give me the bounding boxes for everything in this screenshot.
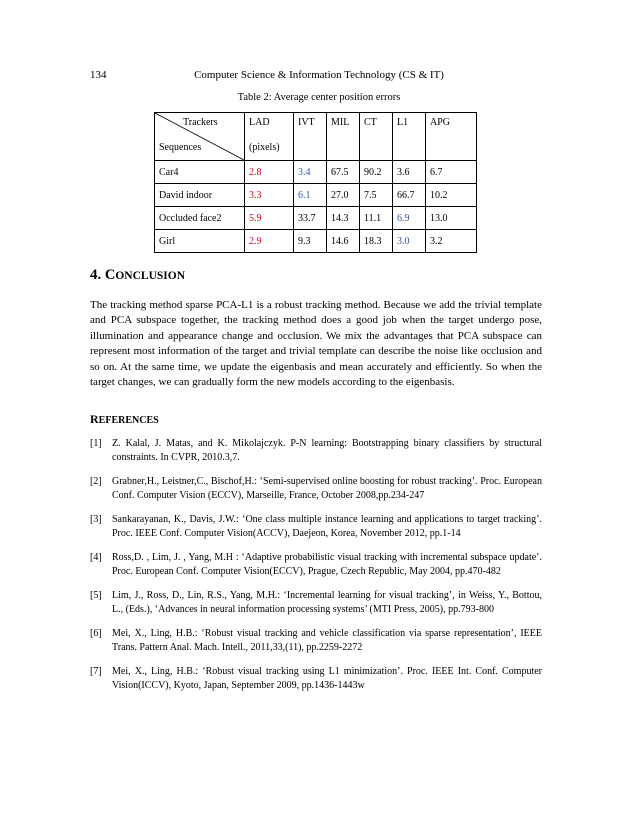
reference-tag: [6] — [90, 628, 102, 639]
value-cell: 2.9 — [245, 230, 294, 253]
value-cell: 10.2 — [426, 184, 477, 207]
column-header-label: LAD — [249, 117, 270, 128]
table-header-row — [155, 113, 477, 161]
value-cell: 27.0 — [327, 184, 360, 207]
column-header-label: MIL — [331, 117, 350, 128]
value-cell: 7.5 — [360, 184, 393, 207]
reference-tag: [2] — [90, 476, 102, 487]
value-cell: 14.6 — [327, 230, 360, 253]
reference-item — [90, 551, 542, 579]
reference-text: Z. Kalal, J. Matas, and K. Mikolajczyk. P-N learning: Bootstrapping binary classifiers by structural constraints. In CVPR, 2010.3,7. — [112, 438, 542, 463]
value-cell: 3.6 — [393, 161, 426, 184]
sequence-cell: Occluded face2 — [155, 207, 245, 230]
sequence-cell: Girl — [155, 230, 245, 253]
reference-text: Mei, X., Ling, H.B.: ‘Robust visual tracking and vehicle classification via sparse representation’, IEEE Trans. Pattern Anal. Mach. Intell., 2011,33,(11), pp.2259-2272 — [112, 628, 542, 653]
value-cell: 6.1 — [294, 184, 327, 207]
column-header — [426, 113, 477, 161]
value-cell: 3.2 — [426, 230, 477, 253]
page-number: 134 — [90, 69, 107, 81]
section-number: 4. — [90, 267, 102, 283]
table-row — [155, 207, 477, 230]
value-cell: 9.3 — [294, 230, 327, 253]
table-row — [155, 161, 477, 184]
reference-text: Lim, J., Ross, D., Lin, R.S., Yang, M.H.: ‘Incremental learning for visual tracking’, in Weiss, Y., Bottou, L., (Eds.), ‘Advances in neural information processing systems’ (MTI Press, 2005), pp.793-800 — [112, 590, 542, 615]
section-title-rest: ONCLUSION — [115, 270, 186, 282]
reference-item — [90, 437, 542, 465]
reference-tag: [5] — [90, 590, 102, 601]
conclusion-paragraph: The tracking method sparse PCA-L1 is a robust tracking method. Because we add the trivial template and PCA subspace together, the tracking method does a good job when the target undergo pose, illumination and appearance change and occlusion. We mix the advantages that PCA subspace can represent most information of the target and trivial template can describe the noise like occlusion and so on. At the same time, we update the eigenbasis and mean accurately and efficiently. So when the target changes, we can gradually form the new models according to the eigenbasis. — [90, 299, 542, 389]
value-cell: 67.5 — [327, 161, 360, 184]
table-row — [155, 184, 477, 207]
table-caption: Table 2: Average center position errors — [237, 92, 401, 103]
value-cell: 3.0 — [393, 230, 426, 253]
header-sequences: Sequences — [159, 142, 202, 153]
conclusion-heading — [90, 267, 185, 284]
sequence-cell: Car4 — [155, 161, 245, 184]
value-cell: 3.4 — [294, 161, 327, 184]
header-trackers: Trackers — [183, 117, 218, 128]
value-cell: 13.0 — [426, 207, 477, 230]
reference-item — [90, 589, 542, 617]
reference-text: Grabner,H., Leistner,C., Bischof,H.: ‘Semi-supervised online boosting for robust tracking’. Proc. European Conf. Computer Vision (ECCV), Marseille, France, October 2008,pp.234-247 — [112, 476, 542, 501]
results-table — [154, 112, 477, 253]
value-cell: 3.3 — [245, 184, 294, 207]
column-header — [360, 113, 393, 161]
reference-text: Ross,D. , Lim, J. , Yang, M.H : ‘Adaptive probabilistic visual tracking with incremental subspace update’. Proc. European Conf. Computer Vision(ECCV), Prague, Czech Republic, May 2004, pp.470-482 — [112, 552, 542, 577]
running-header: Computer Science & Information Technology (CS & IT) — [194, 69, 444, 81]
diagonal-header-cell — [155, 113, 245, 161]
reference-text: Mei, X., Ling, H.B.: ‘Robust visual tracking using L1 minimization’. Proc. IEEE Int. Conf. Computer Vision(ICCV), Kyoto, Japan, September 2009, pp.1436-1443w — [112, 666, 542, 691]
value-cell: 6.7 — [426, 161, 477, 184]
sequence-cell: David indoor — [155, 184, 245, 207]
value-cell: 33.7 — [294, 207, 327, 230]
references-heading — [90, 412, 159, 427]
value-cell: 5.9 — [245, 207, 294, 230]
references-title-initial: R — [90, 412, 99, 426]
column-header-unit: (pixels) — [249, 142, 280, 153]
value-cell: 14.3 — [327, 207, 360, 230]
references-list — [90, 437, 542, 703]
value-cell: 90.2 — [360, 161, 393, 184]
column-header — [327, 113, 360, 161]
references-title-rest: EFERENCES — [98, 415, 159, 426]
column-header — [393, 113, 426, 161]
column-header-label: APG — [430, 117, 451, 128]
reference-item — [90, 627, 542, 655]
value-cell: 6.9 — [393, 207, 426, 230]
column-header-label: IVT — [298, 117, 315, 128]
reference-tag: [4] — [90, 552, 102, 563]
reference-item — [90, 513, 542, 541]
value-cell: 66.7 — [393, 184, 426, 207]
reference-tag: [3] — [90, 514, 102, 525]
section-title-initial: C — [104, 267, 116, 283]
reference-tag: [1] — [90, 438, 102, 449]
table-row — [155, 230, 477, 253]
column-header — [245, 113, 294, 161]
reference-tag: [7] — [90, 666, 102, 677]
table-body — [155, 161, 477, 253]
value-cell: 18.3 — [360, 230, 393, 253]
column-header-label: CT — [364, 117, 377, 128]
column-header-label: L1 — [397, 117, 409, 128]
value-cell: 2.8 — [245, 161, 294, 184]
reference-item — [90, 665, 542, 693]
reference-text: Sankarayanan, K., Davis, J.W.: ‘One class multiple instance learning and applications to target tracking’. Proc. IEEE Conf. Computer Vision(ACCV), Daejeon, Korea, November 2012, pp.1-14 — [112, 514, 542, 539]
value-cell: 11.1 — [360, 207, 393, 230]
column-header — [294, 113, 327, 161]
reference-item — [90, 475, 542, 503]
